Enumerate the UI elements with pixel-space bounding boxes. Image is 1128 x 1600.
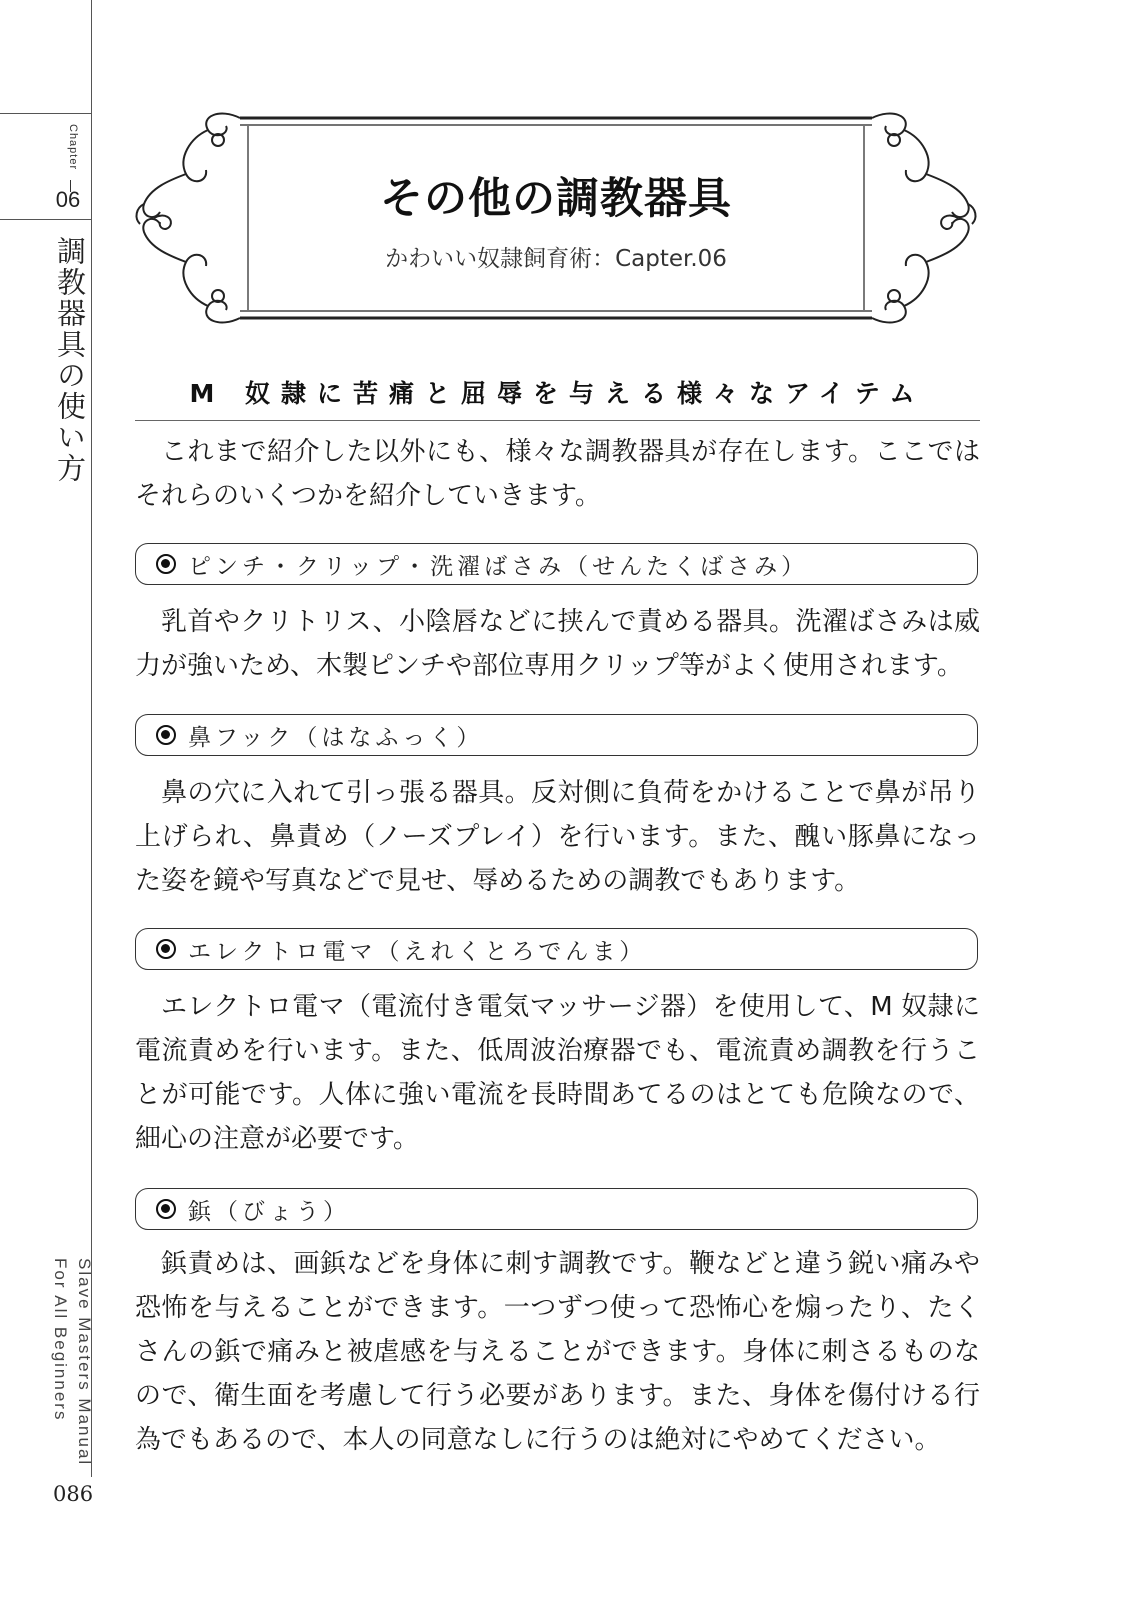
item-heading-pinch-clip [135,543,978,585]
item-heading-tack [135,1188,978,1230]
item-heading-label: 鼻フック（はなふっく） [188,724,484,751]
intro-paragraph: これまで紹介した以外にも、様々な調教器具が存在します。ここではそれらのいくつかを紹介していきます。 [135,437,980,511]
margin-divider [91,0,92,1477]
item-heading-electro [135,928,978,970]
item-paragraph: 鋲責めは、画鋲などを身体に刺す調教です。鞭などと違う鋭い痛みや恐怖を与えることができます。一つずつ使って恐怖心を煽ったり、たくさんの鋲で痛みと被虐感を与えることができます。身体に刺さるものなので、衛生面を考慮して行う必要があります。また、身体を傷付ける行為でもあるので、本人の同意なしに行うのは絶対にやめてください。 [135,1249,980,1455]
item-heading-label: 鋲（びょう） [188,1198,350,1225]
bullet-icon [156,939,176,959]
page-subtitle: かわいい奴隷飼育術：Capter.06 [385,246,727,272]
item-paragraph: 乳首やクリトリス、小陰唇などに挟んで責める器具。洗濯ばさみは威力が強いため、木製ピンチや部位専用クリップ等がよく使用されます。 [135,607,980,681]
tab-top-rule [0,113,92,114]
item-heading-nose-hook [135,714,978,756]
tab-middle-rule [0,219,92,220]
section-rule [135,420,980,421]
bullet-icon [156,554,176,574]
item-heading-label: エレクトロ電マ（えれくとろでんま） [188,938,647,965]
item-heading-label: ピンチ・クリップ・洗濯ばさみ（せんたくばさみ） [188,553,809,580]
book-title: Slave Masters Manual For All Beginners [51,1258,94,1467]
chapter-number: 06 [55,187,81,212]
item-paragraph: 鼻の穴に入れて引っ張る器具。反対側に負荷をかけることで鼻が吊り上げられ、鼻責め（ノーズプレイ）を行います。また、醜い豚鼻になった姿を鏡や写真などで見せ、辱めるための調教でもあります。 [135,778,980,896]
chapter-label: Chapter [67,124,79,171]
bullet-icon [156,725,176,745]
item-paragraph: エレクトロ電マ（電流付き電気マッサージ器）を使用して、M 奴隷に電流責めを行います。また、低周波治療器でも、電流責め調教を行うことが可能です。人体に強い電流を長時間あてるのはとても危険なので、細心の注意が必要です。 [135,992,980,1154]
page-number: 086 [53,1482,94,1506]
bullet-icon [156,1199,176,1219]
section-heading: M 奴隷に苦痛と屈辱を与える様々なアイテム [189,379,926,408]
page-title: その他の調教器具 [380,174,732,224]
chapter-title: 調教器具の使い方 [53,236,87,484]
